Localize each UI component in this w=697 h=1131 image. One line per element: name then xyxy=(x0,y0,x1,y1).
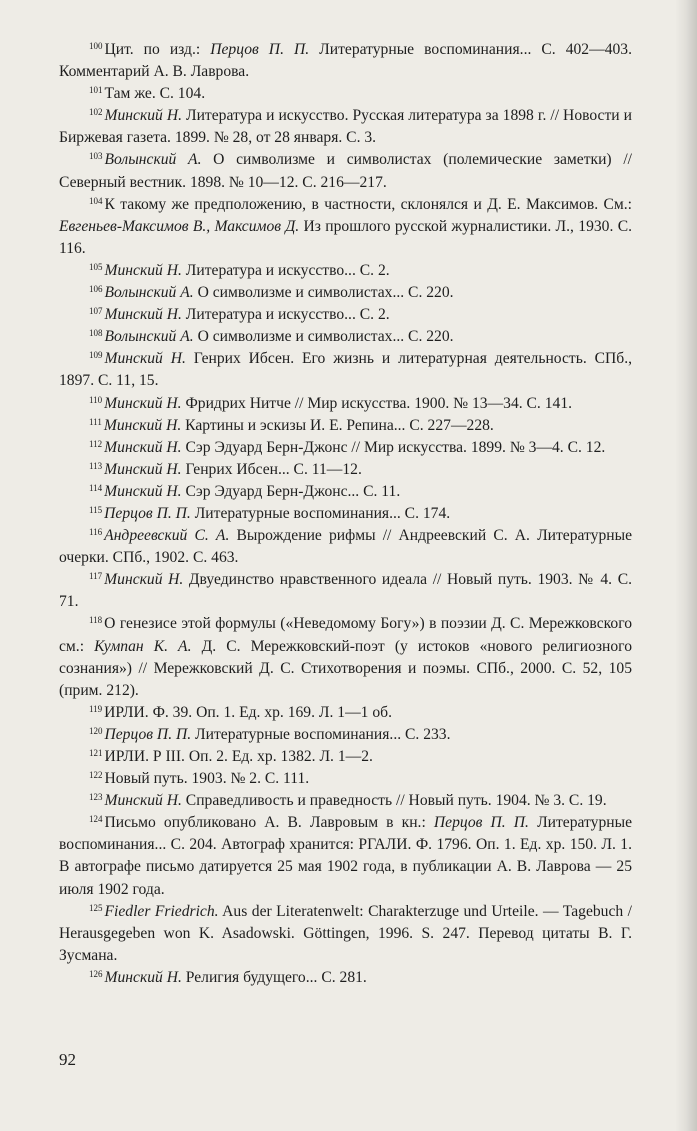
footnote-112 xyxy=(59,437,632,459)
author-name: Минский Н. xyxy=(104,968,182,986)
page-edge-shadow xyxy=(675,0,697,1131)
author-name: Перцов П. П. xyxy=(433,814,529,832)
footnote-number: 121 xyxy=(89,748,103,758)
footnote-101 xyxy=(59,83,632,105)
footnote-106 xyxy=(59,282,632,304)
author-name: Минский Н. xyxy=(104,394,182,412)
footnote-124 xyxy=(59,812,632,900)
footnote-number: 107 xyxy=(89,306,103,317)
footnote-119 xyxy=(59,702,632,724)
footnote-number: 100 xyxy=(89,41,103,51)
author-name: Минский Н. xyxy=(104,792,182,810)
author-name: Минский Н. xyxy=(103,416,182,434)
footnote-number: 105 xyxy=(89,261,103,272)
footnote-text: Aus der Literatenwelt: Charakterzuge und Urteile. — Tagebuch / Herausgegeben won K. Asadowski. Göttingen, 1996. S. 247. Перевод цитаты В. Г. Зусмана. xyxy=(59,902,632,964)
footnote-121 xyxy=(59,746,632,768)
footnote-text: Цит. по изд.: xyxy=(104,41,211,58)
footnote-text: ИРЛИ. Р III. Оп. 2. Ед. хр. 1382. Л. 1—2. xyxy=(104,748,373,765)
footnote-number: 113 xyxy=(89,460,103,471)
footnote-number: 115 xyxy=(89,504,103,515)
footnote-number: 108 xyxy=(89,328,103,339)
footnote-122 xyxy=(59,768,632,790)
footnote-number: 106 xyxy=(89,284,103,295)
footnote-text: Литературные воспоминания... С. 233. xyxy=(191,725,451,743)
footnote-number: 102 xyxy=(89,107,103,118)
footnote-number: 114 xyxy=(89,482,103,493)
footnote-108 xyxy=(59,326,632,348)
footnotes-list xyxy=(59,39,632,989)
footnote-118 xyxy=(59,613,632,701)
footnote-number: 110 xyxy=(89,394,103,405)
footnote-number: 103 xyxy=(89,151,103,162)
footnote-text: Картины и эскизы И. Е. Репина... С. 227—228. xyxy=(181,416,494,434)
footnote-text: Литературные воспоминания... С. 402—403. Комментарий А. В. Лаврова. xyxy=(59,41,632,81)
author-name: Перцов П. П. xyxy=(210,41,310,58)
footnote-text: Письмо опубликовано А. В. Лавровым в кн.: xyxy=(104,814,434,832)
footnote-text: Д. С. Мережковский-поэт (у истоков «нового религиозного сознания») // Мережковский Д. С. Стихотворения и поэмы. СПб., 2000. С. 52, 105 (прим. 212). xyxy=(59,637,632,699)
footnote-113 xyxy=(59,459,632,481)
footnote-text: Сэр Эдуард Берн-Джонс... С. 11. xyxy=(181,482,401,500)
footnote-text: Литература и искусство. Русская литература за 1898 г. // Новости и Биржевая газета. 1899. № 28, от 28 января. С. 3. xyxy=(59,107,632,147)
author-name: Минский Н. xyxy=(104,571,184,589)
page-number: 92 xyxy=(59,1050,76,1069)
footnote-text: К такому же предположению, в частности, склонялся и Д. Е. Максимов. См.: xyxy=(104,195,632,213)
footnote-number: 120 xyxy=(89,725,103,736)
footnote-text: ИРЛИ. Ф. 39. Оп. 1. Ед. хр. 169. Л. 1—1 об. xyxy=(104,703,392,721)
footnote-102 xyxy=(59,105,632,149)
footnote-number: 125 xyxy=(89,902,103,913)
author-name: Минский Н. xyxy=(104,350,186,368)
footnote-number: 117 xyxy=(89,571,103,582)
footnote-117 xyxy=(59,569,632,613)
footnote-text: Там же. С. 104. xyxy=(104,85,206,103)
footnote-text: Фридрих Нитче // Мир искусства. 1900. № 13—34. С. 141. xyxy=(181,394,573,412)
footnote-text: Справедливость и праведность // Новый путь. 1904. № 3. С. 19. xyxy=(181,792,607,810)
footnote-number: 101 xyxy=(89,85,103,96)
footnote-text: Религия будущего... С. 281. xyxy=(181,968,367,986)
author-name: Минский Н. xyxy=(104,306,182,324)
footnote-100 xyxy=(59,39,632,83)
footnote-text: Литературные воспоминания... С. 174. xyxy=(190,504,451,522)
footnote-text: Литература и искусство... С. 2. xyxy=(181,261,390,279)
footnote-text: Новый путь. 1903. № 2. С. 111. xyxy=(104,770,310,788)
footnote-125 xyxy=(59,901,632,967)
footnote-text: Литературные воспоминания... С. 204. Автограф хранится: РГАЛИ. Ф. 1796. Оп. 1. Ед. хр. 150. Л. 1. В автографе письмо датируется 25 мая 1902 года, в публикации А. В. Лаврова — 25 июля 1902 года. xyxy=(59,814,632,898)
footnote-text: О символизме и символистах... С. 220. xyxy=(193,328,454,346)
footnote-text: Из прошлого русской журналистики. Л., 1930. С. 116. xyxy=(59,217,632,257)
footnote-114 xyxy=(59,481,632,503)
footnote-105 xyxy=(59,260,632,282)
footnote-number: 124 xyxy=(89,814,103,825)
footnote-number: 116 xyxy=(89,527,103,538)
author-name: Минский Н. xyxy=(104,261,182,279)
footnote-number: 118 xyxy=(89,615,103,626)
footnote-104 xyxy=(59,194,632,260)
footnote-126 xyxy=(59,967,632,989)
author-name: Евгеньев-Максимов В., Максимов Д. xyxy=(59,217,300,235)
footnote-number: 109 xyxy=(89,350,103,361)
footnote-number: 122 xyxy=(89,770,103,781)
footnote-text: О генезисе этой формулы («Неведомому Богу») в поэзии Д. С. Мережковского см.: xyxy=(59,615,632,655)
footnote-number: 111 xyxy=(89,416,102,427)
footnote-123 xyxy=(59,790,632,812)
footnote-109 xyxy=(59,348,632,392)
author-name: Минский Н. xyxy=(104,438,182,456)
footnote-text: Генрих Ибсен... С. 11—12. xyxy=(181,460,362,478)
footnote-110 xyxy=(59,393,632,415)
author-name: Минский Н. xyxy=(104,460,182,478)
author-name: Перцов П. П. xyxy=(104,504,191,522)
author-name: Минский Н. xyxy=(104,107,182,125)
footnote-text: О символизме и символистах... С. 220. xyxy=(193,284,454,302)
footnote-text: Сэр Эдуард Берн-Джонс // Мир искусства. 1899. № 3—4. С. 12. xyxy=(181,438,606,456)
footnote-number: 126 xyxy=(89,968,103,979)
author-name: Fiedler Friedrich. xyxy=(104,902,219,920)
footnote-text: Литература и искусство... С. 2. xyxy=(181,306,390,324)
footnote-111 xyxy=(59,415,632,437)
footnote-number: 104 xyxy=(89,195,103,206)
author-name: Волынский А. xyxy=(104,328,194,346)
footnote-103 xyxy=(59,149,632,193)
footnote-115 xyxy=(59,503,632,525)
footnote-number: 123 xyxy=(89,792,103,803)
footnote-text: Двуединство нравственного идеала // Новый путь. 1903. № 4. С. 71. xyxy=(59,571,632,611)
footnote-120 xyxy=(59,724,632,746)
author-name: Волынский А. xyxy=(104,151,202,169)
footnote-text: О символизме и символистах (полемические заметки) // Северный вестник. 1898. № 10—12. С. 216—217. xyxy=(59,151,632,191)
author-name: Андреевский С. А. xyxy=(104,527,230,545)
author-name: Кумпан К. А. xyxy=(94,637,192,655)
author-name: Волынский А. xyxy=(104,284,194,302)
author-name: Перцов П. П. xyxy=(104,725,192,743)
footnote-number: 112 xyxy=(89,438,103,449)
footnote-text: Генрих Ибсен. Его жизнь и литературная деятельность. СПб., 1897. С. 11, 15. xyxy=(59,350,632,390)
footnote-number: 119 xyxy=(89,703,103,714)
footnote-107 xyxy=(59,304,632,326)
footnote-text: Вырождение рифмы // Андреевский С. А. Литературные очерки. СПб., 1902. С. 463. xyxy=(59,527,632,567)
author-name: Минский Н. xyxy=(104,482,182,500)
footnote-116 xyxy=(59,525,632,569)
